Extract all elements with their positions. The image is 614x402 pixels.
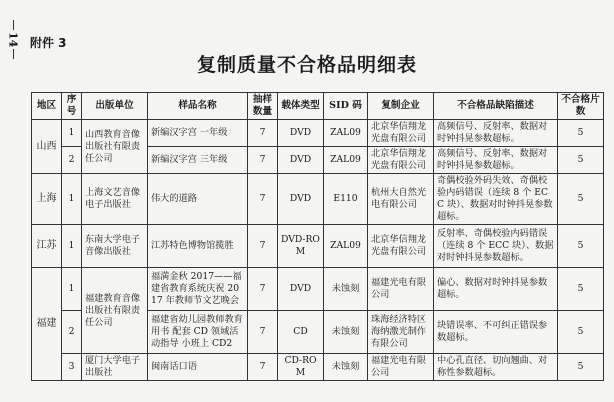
table-row	[32, 268, 604, 311]
cell-publisher: 厦门大学电子出版社	[82, 354, 148, 381]
cell-no: 2	[62, 311, 82, 354]
cell-sid: E110	[324, 174, 368, 225]
cell-replicator: 杭州大自然光电有限公司	[368, 174, 434, 225]
cell-no: 1	[62, 268, 82, 311]
table-row	[32, 174, 604, 225]
cell-sample: 闽南话口语	[148, 354, 248, 381]
table-row	[32, 120, 604, 147]
cell-sid: 未蚀刻	[324, 354, 368, 381]
attachment-label: 附件 3	[30, 36, 67, 50]
cell-sample: 江苏特色博物馆揽胜	[148, 225, 248, 268]
cell-qty: 7	[248, 268, 278, 311]
col-header-sid: SID 码	[324, 93, 368, 120]
table-header-row	[32, 93, 604, 120]
cell-media: DVD-ROM	[278, 225, 324, 268]
cell-replicator: 北京华信翔龙光盘有限公司	[368, 120, 434, 147]
col-header-count: 不合格片数	[558, 93, 604, 120]
page-number-rule-top	[13, 20, 14, 30]
cell-media: CD-ROM	[278, 354, 324, 381]
cell-media: CD	[278, 311, 324, 354]
cell-media: DVD	[278, 268, 324, 311]
cell-count: 5	[558, 354, 604, 381]
page-number-text: 14	[6, 32, 20, 48]
cell-replicator: 珠海经济特区海纳激光制作有限公司	[368, 311, 434, 354]
cell-no: 1	[62, 174, 82, 225]
cell-count: 5	[558, 268, 604, 311]
cell-qty: 7	[248, 354, 278, 381]
table-row	[32, 354, 604, 381]
page-title: 复制质量不合格品明细表	[196, 54, 417, 76]
cell-defect: 高频信号、反射率、数据对时钟抖晃参数超标。	[434, 147, 558, 174]
cell-media: DVD	[278, 147, 324, 174]
cell-qty: 7	[248, 147, 278, 174]
cell-qty: 7	[248, 120, 278, 147]
cell-count: 5	[558, 225, 604, 268]
cell-sample: 新编汉字宫 三年级	[148, 147, 248, 174]
cell-defect: 偏心、数据对时钟抖晃参数超标。	[434, 268, 558, 311]
cell-replicator: 北京华信翔龙光盘有限公司	[368, 225, 434, 268]
cell-qty: 7	[248, 311, 278, 354]
cell-replicator: 福建光电有限公司	[368, 354, 434, 381]
cell-qty: 7	[248, 225, 278, 268]
col-header-qty: 抽样数量	[248, 93, 278, 120]
cell-publisher: 福建教育音像出版社有限责任公司	[82, 268, 148, 354]
cell-defect: 反射率、奇偶校验内码错误（连续 8 个 ECC 块）、数据对时钟抖晃参数超标。	[434, 225, 558, 268]
col-header-region: 地区	[32, 93, 62, 120]
cell-count: 5	[558, 147, 604, 174]
cell-sample: 福建省幼儿园教师教育用书 配套 CD 领域活动指导 小班上 CD2	[148, 311, 248, 354]
cell-sid: 未蚀刻	[324, 268, 368, 311]
cell-no: 3	[62, 354, 82, 381]
cell-sid: ZAL09	[324, 147, 368, 174]
cell-sample: 福満金秋 2017——福建省教育系统庆祝 2017 年教师节文艺晚会	[148, 268, 248, 311]
cell-sample: 伟大的道路	[148, 174, 248, 225]
cell-region: 江苏	[32, 225, 62, 268]
cell-count: 5	[558, 174, 604, 225]
col-header-replicator: 复制企业	[368, 93, 434, 120]
cell-defect: 中心孔直径、切向翘曲、对称性参数超标。	[434, 354, 558, 381]
cell-qty: 7	[248, 174, 278, 225]
col-header-no: 序号	[62, 93, 82, 120]
cell-publisher: 上海文艺音像电子出版社	[82, 174, 148, 225]
cell-count: 5	[558, 311, 604, 354]
col-header-defect: 不合格品缺陷描述	[434, 93, 558, 120]
cell-no: 1	[62, 120, 82, 147]
defect-table	[31, 92, 604, 381]
col-header-sample: 样品名称	[148, 93, 248, 120]
cell-region: 山西	[32, 120, 62, 174]
cell-defect: 奇偶校验外码失效、奇偶校验内码错误（连续 8 个 ECC 块）、数据对时钟抖晃参数超标。	[434, 174, 558, 225]
col-header-media: 载体类型	[278, 93, 324, 120]
cell-sid: ZAL09	[324, 225, 368, 268]
cell-replicator: 北京华信翔龙光盘有限公司	[368, 147, 434, 174]
cell-region: 上海	[32, 174, 62, 225]
cell-sid: ZAL09	[324, 120, 368, 147]
cell-count: 5	[558, 120, 604, 147]
cell-replicator: 福建光电有限公司	[368, 268, 434, 311]
cell-publisher: 山西教育音像出版社有限责任公司	[82, 120, 148, 174]
cell-defect: 块错误率、不可纠正错误参数超标。	[434, 311, 558, 354]
cell-sid: 未蚀刻	[324, 311, 368, 354]
cell-media: DVD	[278, 120, 324, 147]
cell-no: 2	[62, 147, 82, 174]
cell-sample: 新编汉字宫 一年级	[148, 120, 248, 147]
cell-no: 1	[62, 225, 82, 268]
table-row	[32, 225, 604, 268]
cell-publisher: 东南大学电子音像出版社	[82, 225, 148, 268]
cell-region: 福建	[32, 268, 62, 381]
col-header-publisher: 出版单位	[82, 93, 148, 120]
cell-defect: 高频信号、反射率、数据对时钟抖晃参数超标。	[434, 120, 558, 147]
cell-media: DVD	[278, 174, 324, 225]
